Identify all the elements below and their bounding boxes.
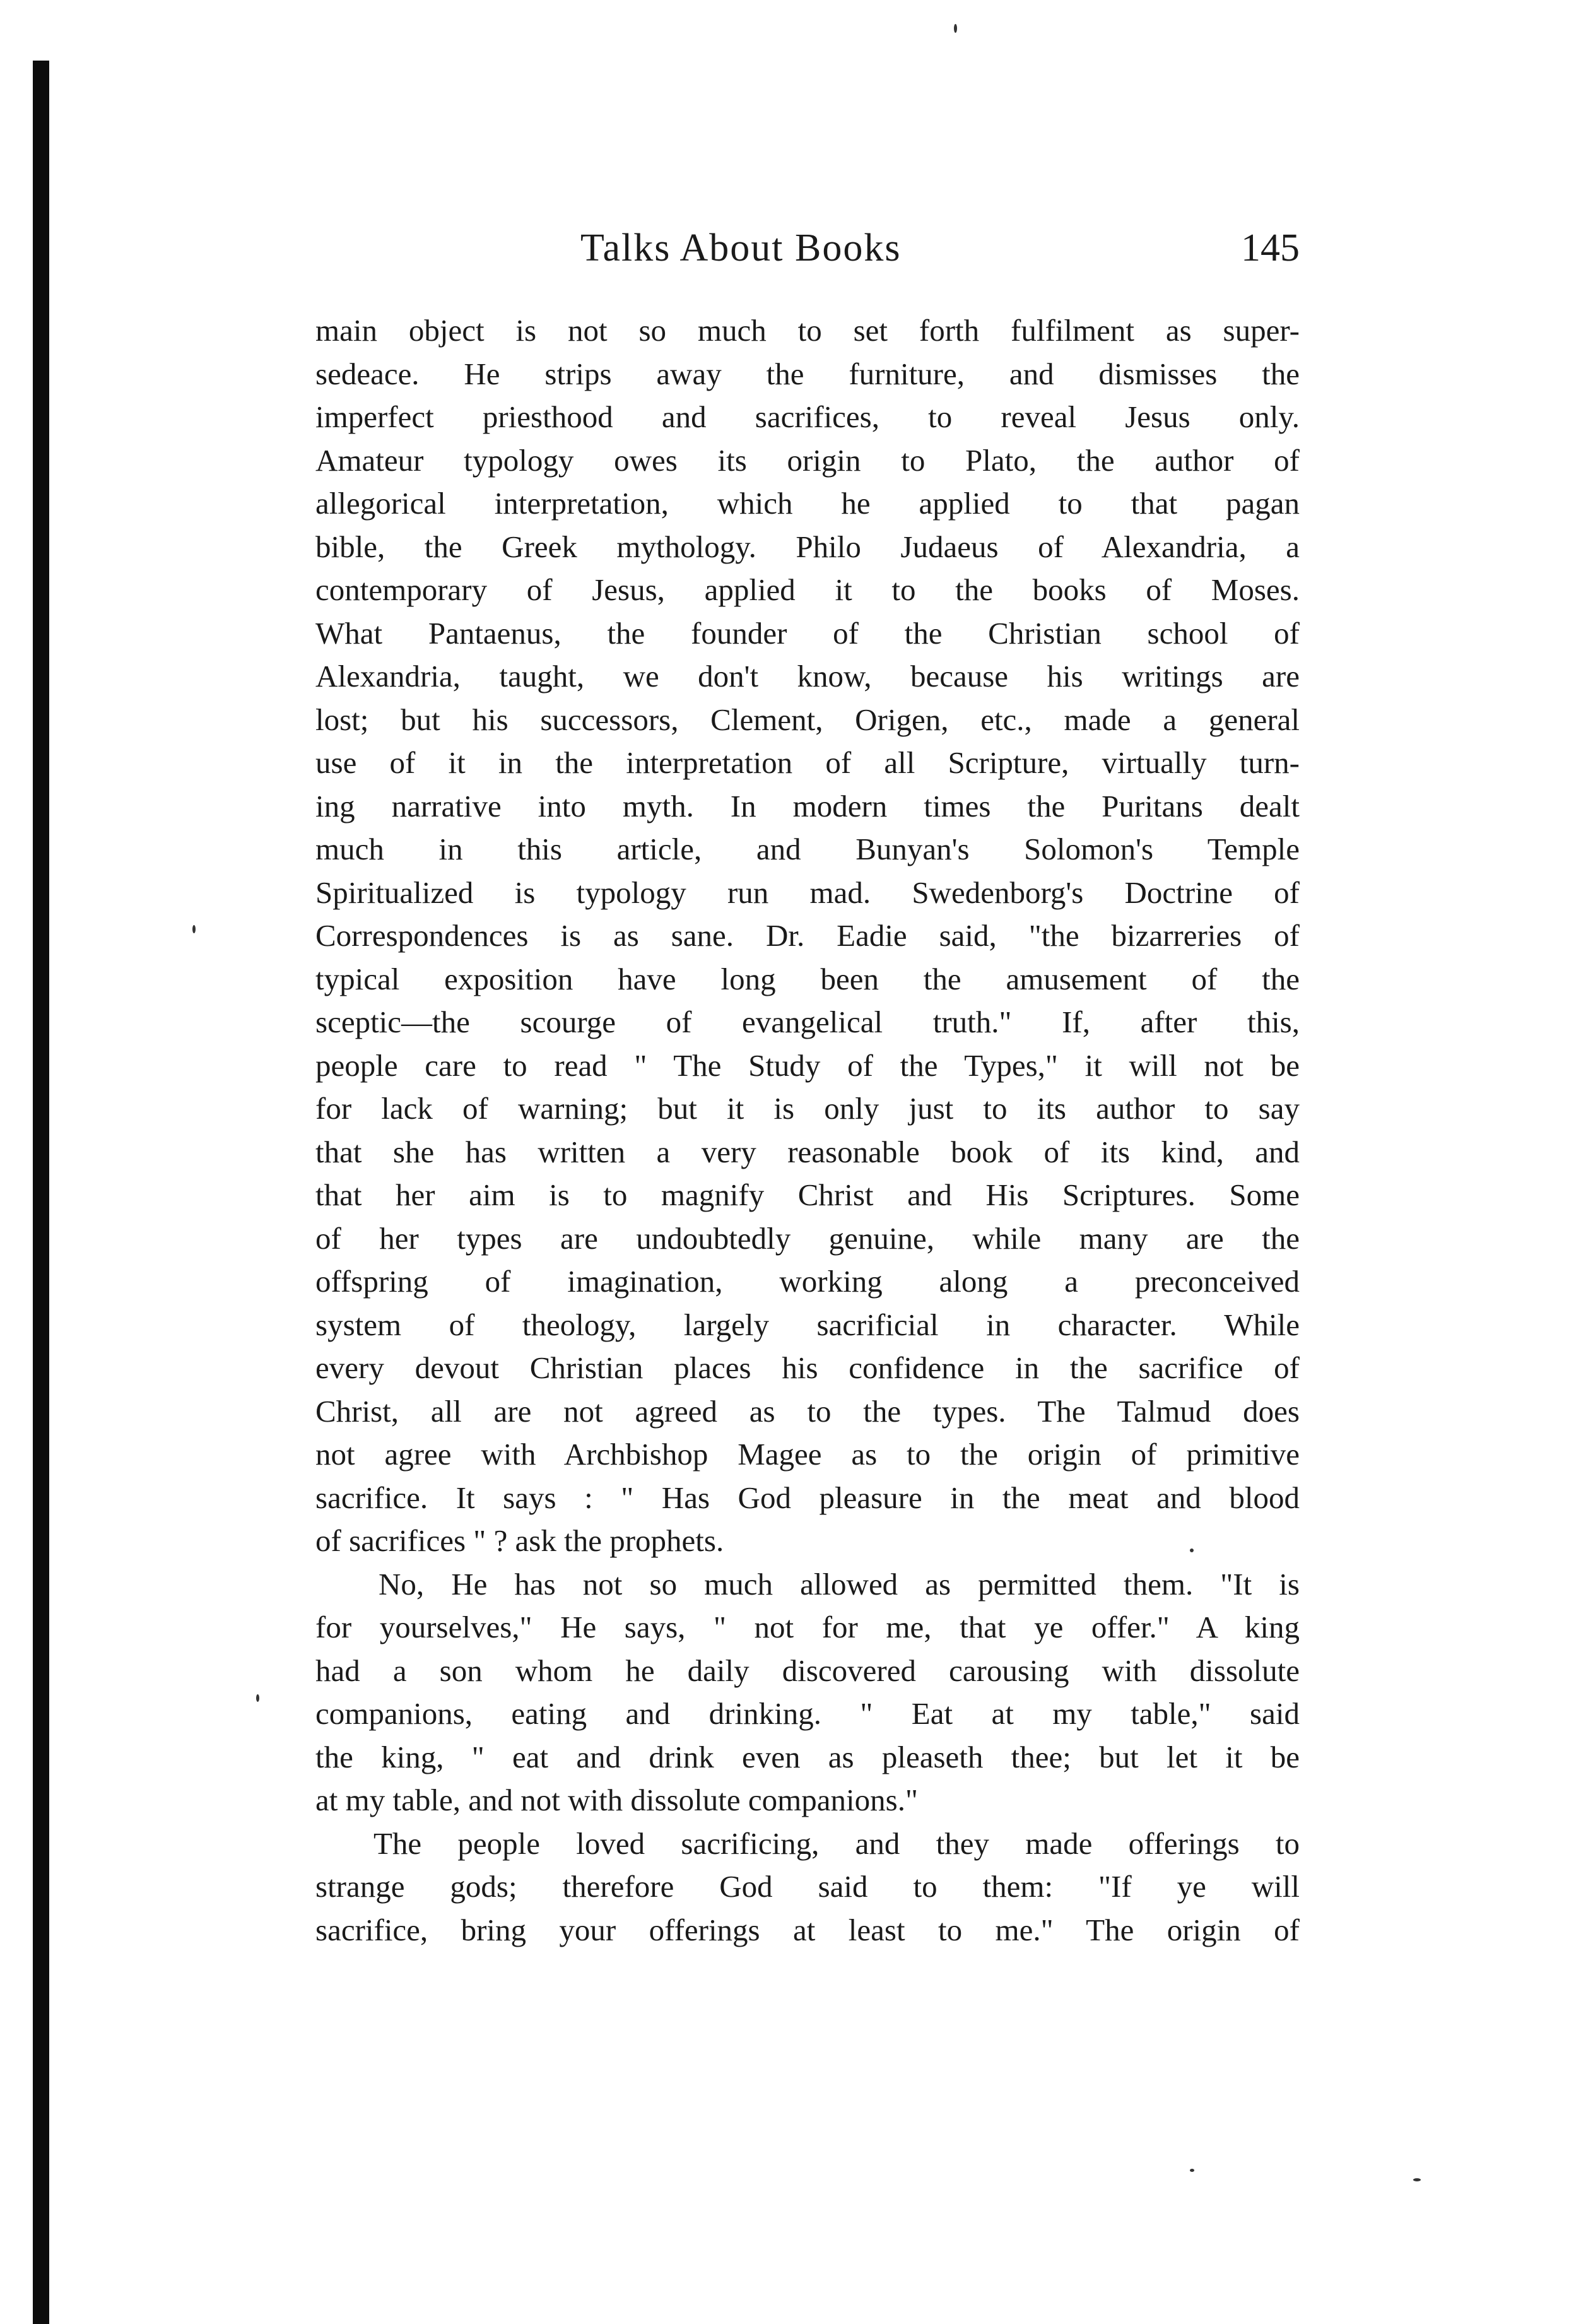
text-line: companions, eating and drinking. " Eat at my table," said: [315, 1696, 1300, 1731]
text-line: had a son whom he daily discovered carousing with dissolute: [315, 1653, 1300, 1688]
body-text: [315, 309, 1300, 1952]
text-line: main object is not so much to set forth fulfilment as super-: [315, 313, 1300, 348]
text-line: system of theology, largely sacrificial in character. While: [315, 1307, 1300, 1342]
text-line: sceptic—the scourge of evangelical truth." If, after this,: [315, 1005, 1300, 1039]
page-header: [315, 226, 1300, 289]
text-line: Christ, all are not agreed as to the types. The Talmud does: [315, 1393, 1300, 1429]
text-line: Spiritualized is typology run mad. Swedenborg's Doctrine of: [315, 875, 1300, 910]
running-head: Talks About Books: [580, 227, 902, 269]
text-line: No, He has not so much allowed as permitted them. "It is: [379, 1566, 1300, 1601]
text-line: sedeace. He strips away the furniture, and dismisses the: [315, 356, 1300, 391]
text-line: The people loved sacrificing, and they made offerings to: [373, 1826, 1300, 1861]
text-line: every devout Christian places his confidence in the sacrifice of: [315, 1350, 1300, 1385]
text-line: for yourselves," He says, " not for me, that ye offer." A king: [315, 1610, 1300, 1644]
text-line: people care to read " The Study of the Types," it will not be: [315, 1047, 1300, 1083]
text-line: imperfect priesthood and sacrifices, to reveal Jesus only.: [315, 399, 1300, 434]
text-line: sacrifice, bring your offerings at least to me." The origin of: [315, 1912, 1300, 1947]
text-line: Amateur typology owes its origin to Plato, the author of: [315, 442, 1300, 478]
text-line: not agree with Archbishop Magee as to the origin of primitive: [315, 1437, 1300, 1472]
text-line: ing narrative into myth. In modern times the Puritans dealt: [315, 788, 1300, 823]
text-line: of sacrifices " ? ask the prophets.: [315, 1523, 724, 1558]
paper-speck: [954, 24, 957, 33]
text-line: offspring of imagination, working along a preconceived: [315, 1264, 1300, 1299]
text-line: the king, " eat and drink even as pleaseth thee; but let it be: [315, 1739, 1300, 1774]
text-line: allegorical interpretation, which he applied to that pagan: [315, 486, 1300, 521]
text-line: Alexandria, taught, we don't know, because his writings are: [315, 659, 1300, 693]
text-line: strange gods; therefore God said to them: "If ye will: [315, 1869, 1300, 1904]
text-line: much in this article, and Bunyan's Solomon's Temple: [315, 832, 1300, 866]
paper-speck: [256, 1694, 259, 1702]
text-line: typical exposition have long been the amusement of the: [315, 961, 1300, 996]
text-line: contemporary of Jesus, applied it to the books of Moses.: [315, 572, 1300, 607]
text-line: lost; but his successors, Clement, Origen, etc., made a general: [315, 702, 1300, 737]
text-line: bible, the Greek mythology. Philo Judaeus of Alexandria, a: [315, 529, 1300, 564]
text-line: sacrifice. It says : " Has God pleasure in the meat and blood: [315, 1480, 1300, 1515]
binding-shadow-edge: [33, 61, 49, 2324]
text-line: for lack of warning; but it is only just to its author to say: [315, 1091, 1300, 1126]
text-line: at my table, and not with dissolute companions.": [315, 1783, 918, 1817]
paper-speck: [1190, 2169, 1194, 2172]
text-line: that her aim is to magnify Christ and His Scriptures. Some: [315, 1177, 1300, 1212]
text-line: What Pantaenus, the founder of the Christian school of: [315, 615, 1300, 651]
text-line: that she has written a very reasonable book of its kind, and: [315, 1134, 1300, 1169]
paper-speck: [192, 925, 196, 933]
page-number: 145: [1241, 227, 1300, 269]
text-line: of her types are undoubtedly genuine, while many are the: [315, 1220, 1300, 1256]
paper-speck: [1413, 2178, 1421, 2181]
text-line: use of it in the interpretation of all Scripture, virtually turn-: [315, 745, 1300, 780]
text-line: Correspondences is as sane. Dr. Eadie said, "the bizarreries of: [315, 918, 1300, 953]
